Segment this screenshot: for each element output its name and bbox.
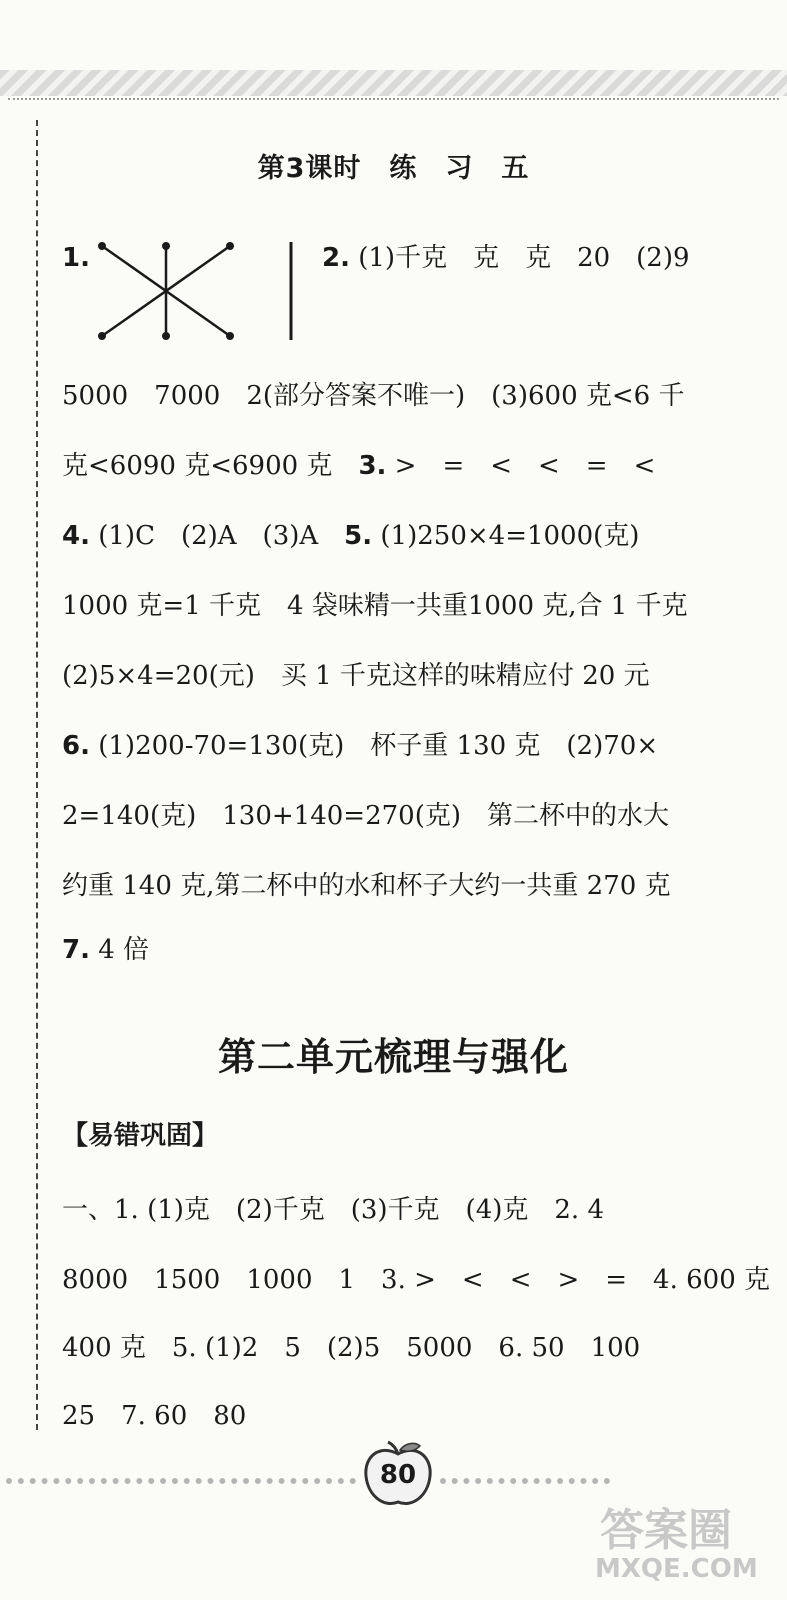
- watermark-logo-text: 答案圈: [600, 1505, 732, 1556]
- answer-line-3: [62, 518, 639, 554]
- review-line-2: 8000 1500 1000 1 3. > < < > = 4. 600 克: [62, 1265, 771, 1295]
- answer-line-2: [62, 448, 655, 484]
- q2-number: 2.: [322, 243, 350, 273]
- review-line-1: 一、1. (1)克 (2)千克 (3)千克 (4)克 2. 4: [62, 1195, 605, 1225]
- answer-text: (1)C (2)A (3)A: [89, 521, 345, 551]
- unit-title: 第二单元梳理与强化: [217, 1035, 569, 1079]
- q7-number: 7.: [62, 935, 90, 965]
- q3-number: 3.: [358, 451, 387, 481]
- q6-number: 6.: [62, 731, 90, 761]
- answer-text: 1000 克=1 千克 4 袋味精一共重1000 克,合 1 千克: [62, 591, 688, 621]
- dot-bottom-right: [226, 332, 234, 340]
- answer-line-9: [62, 932, 149, 968]
- answer-line-8: [62, 868, 671, 904]
- q2-line: [322, 240, 690, 276]
- page-number-badge: [360, 1440, 436, 1510]
- dot-bottom-middle: [162, 332, 170, 340]
- answer-text: (2)5×4=20(元) 买 1 千克这样的味精应付 20 元: [62, 661, 650, 691]
- q3-text: > = < < = <: [386, 451, 656, 481]
- review-line-3: 400 克 5. (1)2 5 (2)5 5000 6. 50 100: [62, 1333, 641, 1363]
- answer-line-4: [62, 588, 688, 624]
- answer-text: 2=140(克) 130+140=270(克) 第二杯中的水大: [62, 801, 669, 831]
- answer-line-5: [62, 658, 650, 694]
- q4-number: 4.: [62, 521, 90, 551]
- footer-dots-right: [440, 1478, 610, 1484]
- matching-lines-figure: [90, 236, 310, 346]
- dot-bottom-left: [98, 332, 106, 340]
- answer-text: 克<6090 克<6900 克: [62, 451, 359, 481]
- footer-dots-left: [6, 1478, 356, 1484]
- q1-number: 1.: [62, 243, 90, 273]
- section-label: [62, 1118, 218, 1154]
- dot-top-left: [98, 242, 106, 250]
- margin-rule: [36, 120, 38, 1430]
- q5-number: 5.: [344, 521, 373, 551]
- page-number: 80: [379, 1460, 417, 1490]
- watermark-url: MXQE.COM: [595, 1554, 758, 1584]
- header-band: [0, 70, 787, 96]
- q5-text: (1)250×4=1000(克): [372, 521, 640, 551]
- section-heading: 【易错巩固】: [62, 1121, 219, 1151]
- q2-text: (1)千克 克 克 20 (2)9: [349, 243, 690, 273]
- review-line-4: 25 7. 60 80: [62, 1401, 247, 1431]
- answer-line-7: [62, 798, 669, 834]
- answer-text: 4 倍: [89, 935, 150, 965]
- header-dotted-line: [8, 98, 779, 100]
- answer-text: 5000 7000 2(部分答案不唯一) (3)600 克<6 千: [62, 381, 685, 411]
- dot-top-right: [226, 242, 234, 250]
- q1-label: [62, 240, 90, 276]
- lesson-title: 第3课时 练 习 五: [257, 153, 530, 184]
- answer-text: 约重 140 克,第二杯中的水和杯子大约一共重 270 克: [62, 871, 671, 901]
- dot-top-middle: [162, 242, 170, 250]
- answer-line-6: [62, 728, 658, 764]
- answer-line-1: [62, 378, 684, 414]
- answer-text: (1)200-70=130(克) 杯子重 130 克 (2)70×: [89, 731, 659, 761]
